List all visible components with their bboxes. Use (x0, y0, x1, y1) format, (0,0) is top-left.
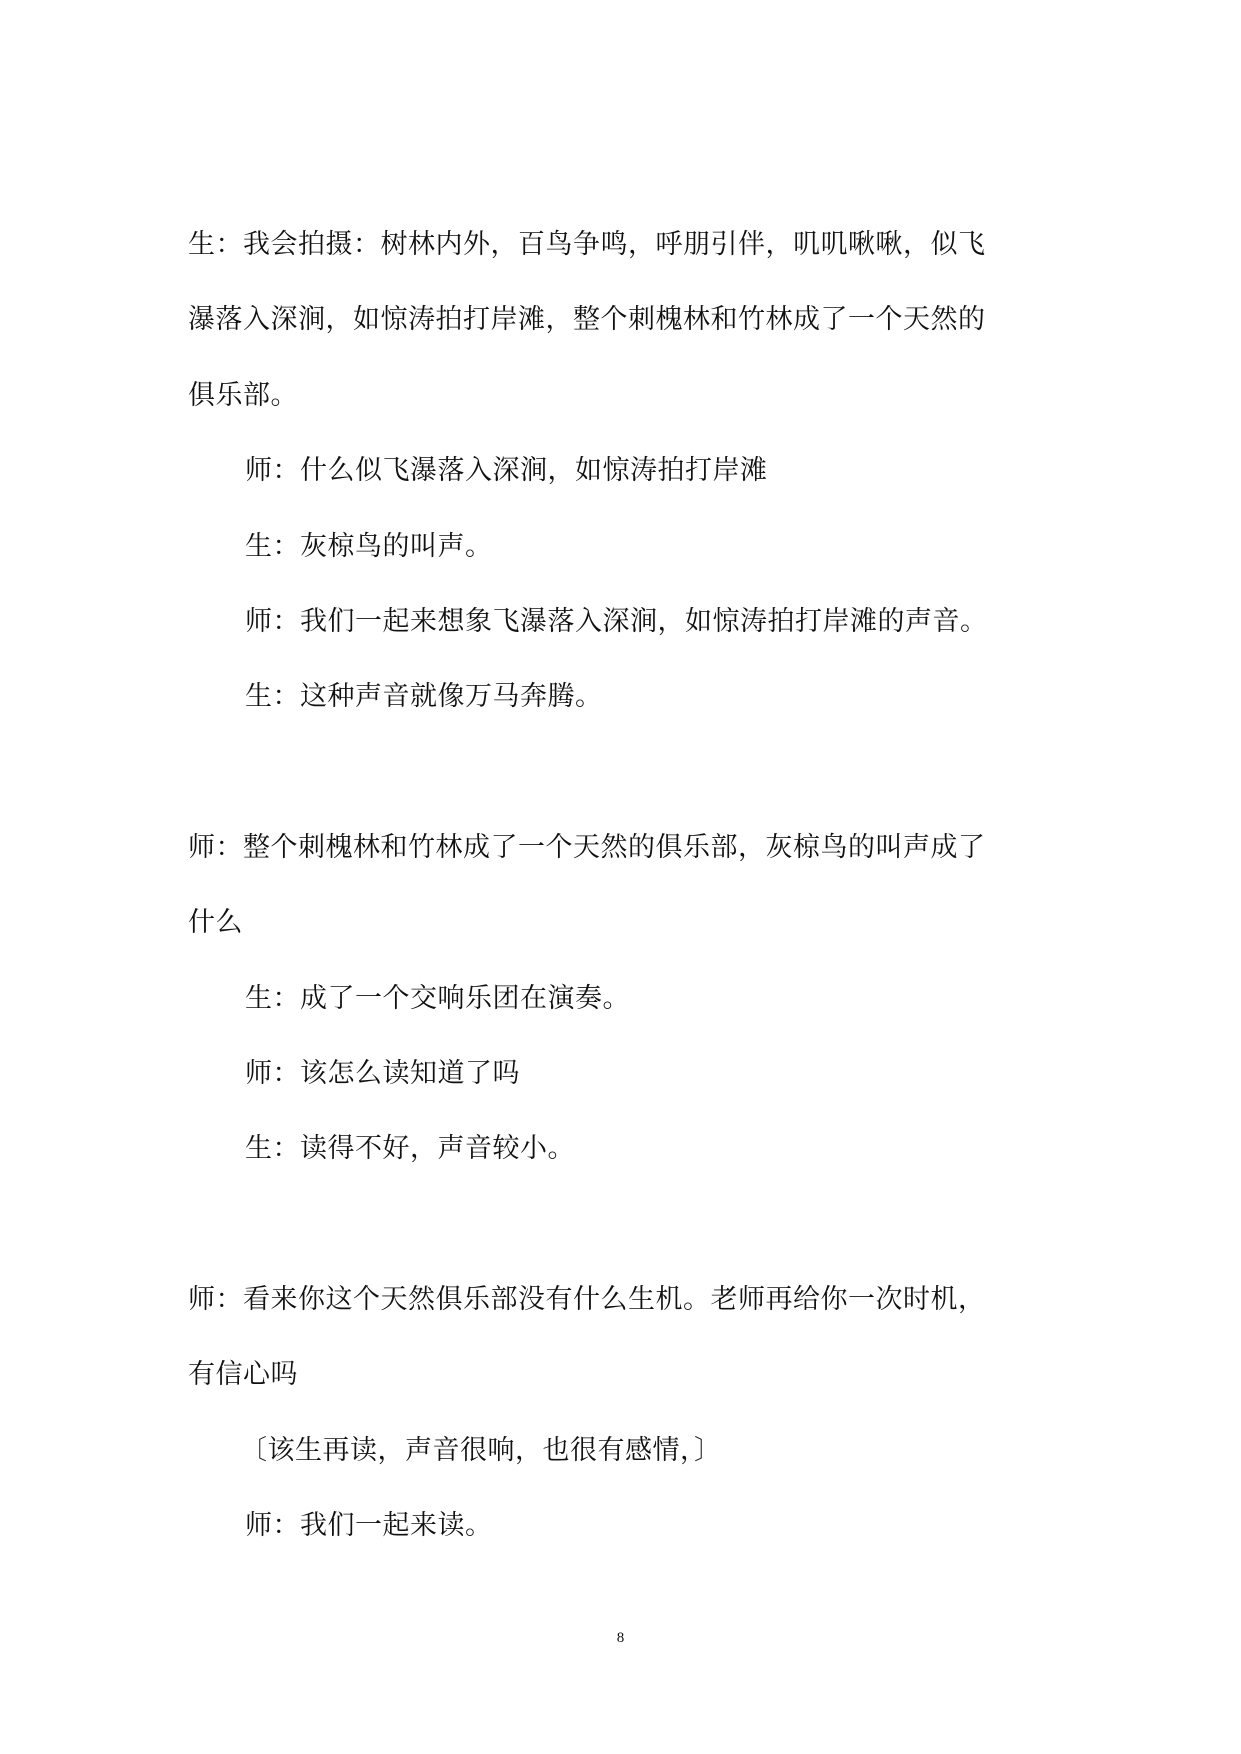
text-line: 生：读得不好，声音较小。 (245, 1133, 575, 1164)
text-line: 瀑落入深涧，如惊涛拍打岸滩，整个刺槐林和竹林成了一个天然的 (188, 304, 986, 335)
text-line: 师：什么似飞瀑落入深涧，如惊涛拍打岸滩 (245, 455, 768, 486)
text-line: 师：我们一起来读。 (245, 1510, 493, 1541)
text-line: 有信心吗 (188, 1359, 298, 1390)
text-line: 生：这种声音就像万马奔腾。 (245, 681, 603, 712)
text-line: 〔该生再读，声音很响，也很有感情，〕 (240, 1435, 722, 1466)
text-line: 什么 (188, 907, 243, 938)
text-line: 俱乐部。 (188, 380, 298, 411)
text-line: 师：我们一起来想象飞瀑落入深涧，如惊涛拍打岸滩的声音。 (245, 606, 988, 637)
text-line: 生：灰椋鸟的叫声。 (245, 531, 493, 562)
text-line: 师：整个刺槐林和竹林成了一个天然的俱乐部，灰椋鸟的叫声成了 (188, 832, 986, 863)
text-line: 生：成了一个交响乐团在演奏。 (245, 983, 630, 1014)
page-number: 8 (616, 1630, 625, 1646)
text-line: 生：我会拍摄：树林内外，百鸟争鸣，呼朋引伴，叽叽啾啾，似飞 (188, 229, 986, 260)
text-line: 师：该怎么读知道了吗 (245, 1058, 520, 1089)
text-line: 师：看来你这个天然俱乐部没有什么生机。老师再给你一次时机， (188, 1284, 986, 1315)
